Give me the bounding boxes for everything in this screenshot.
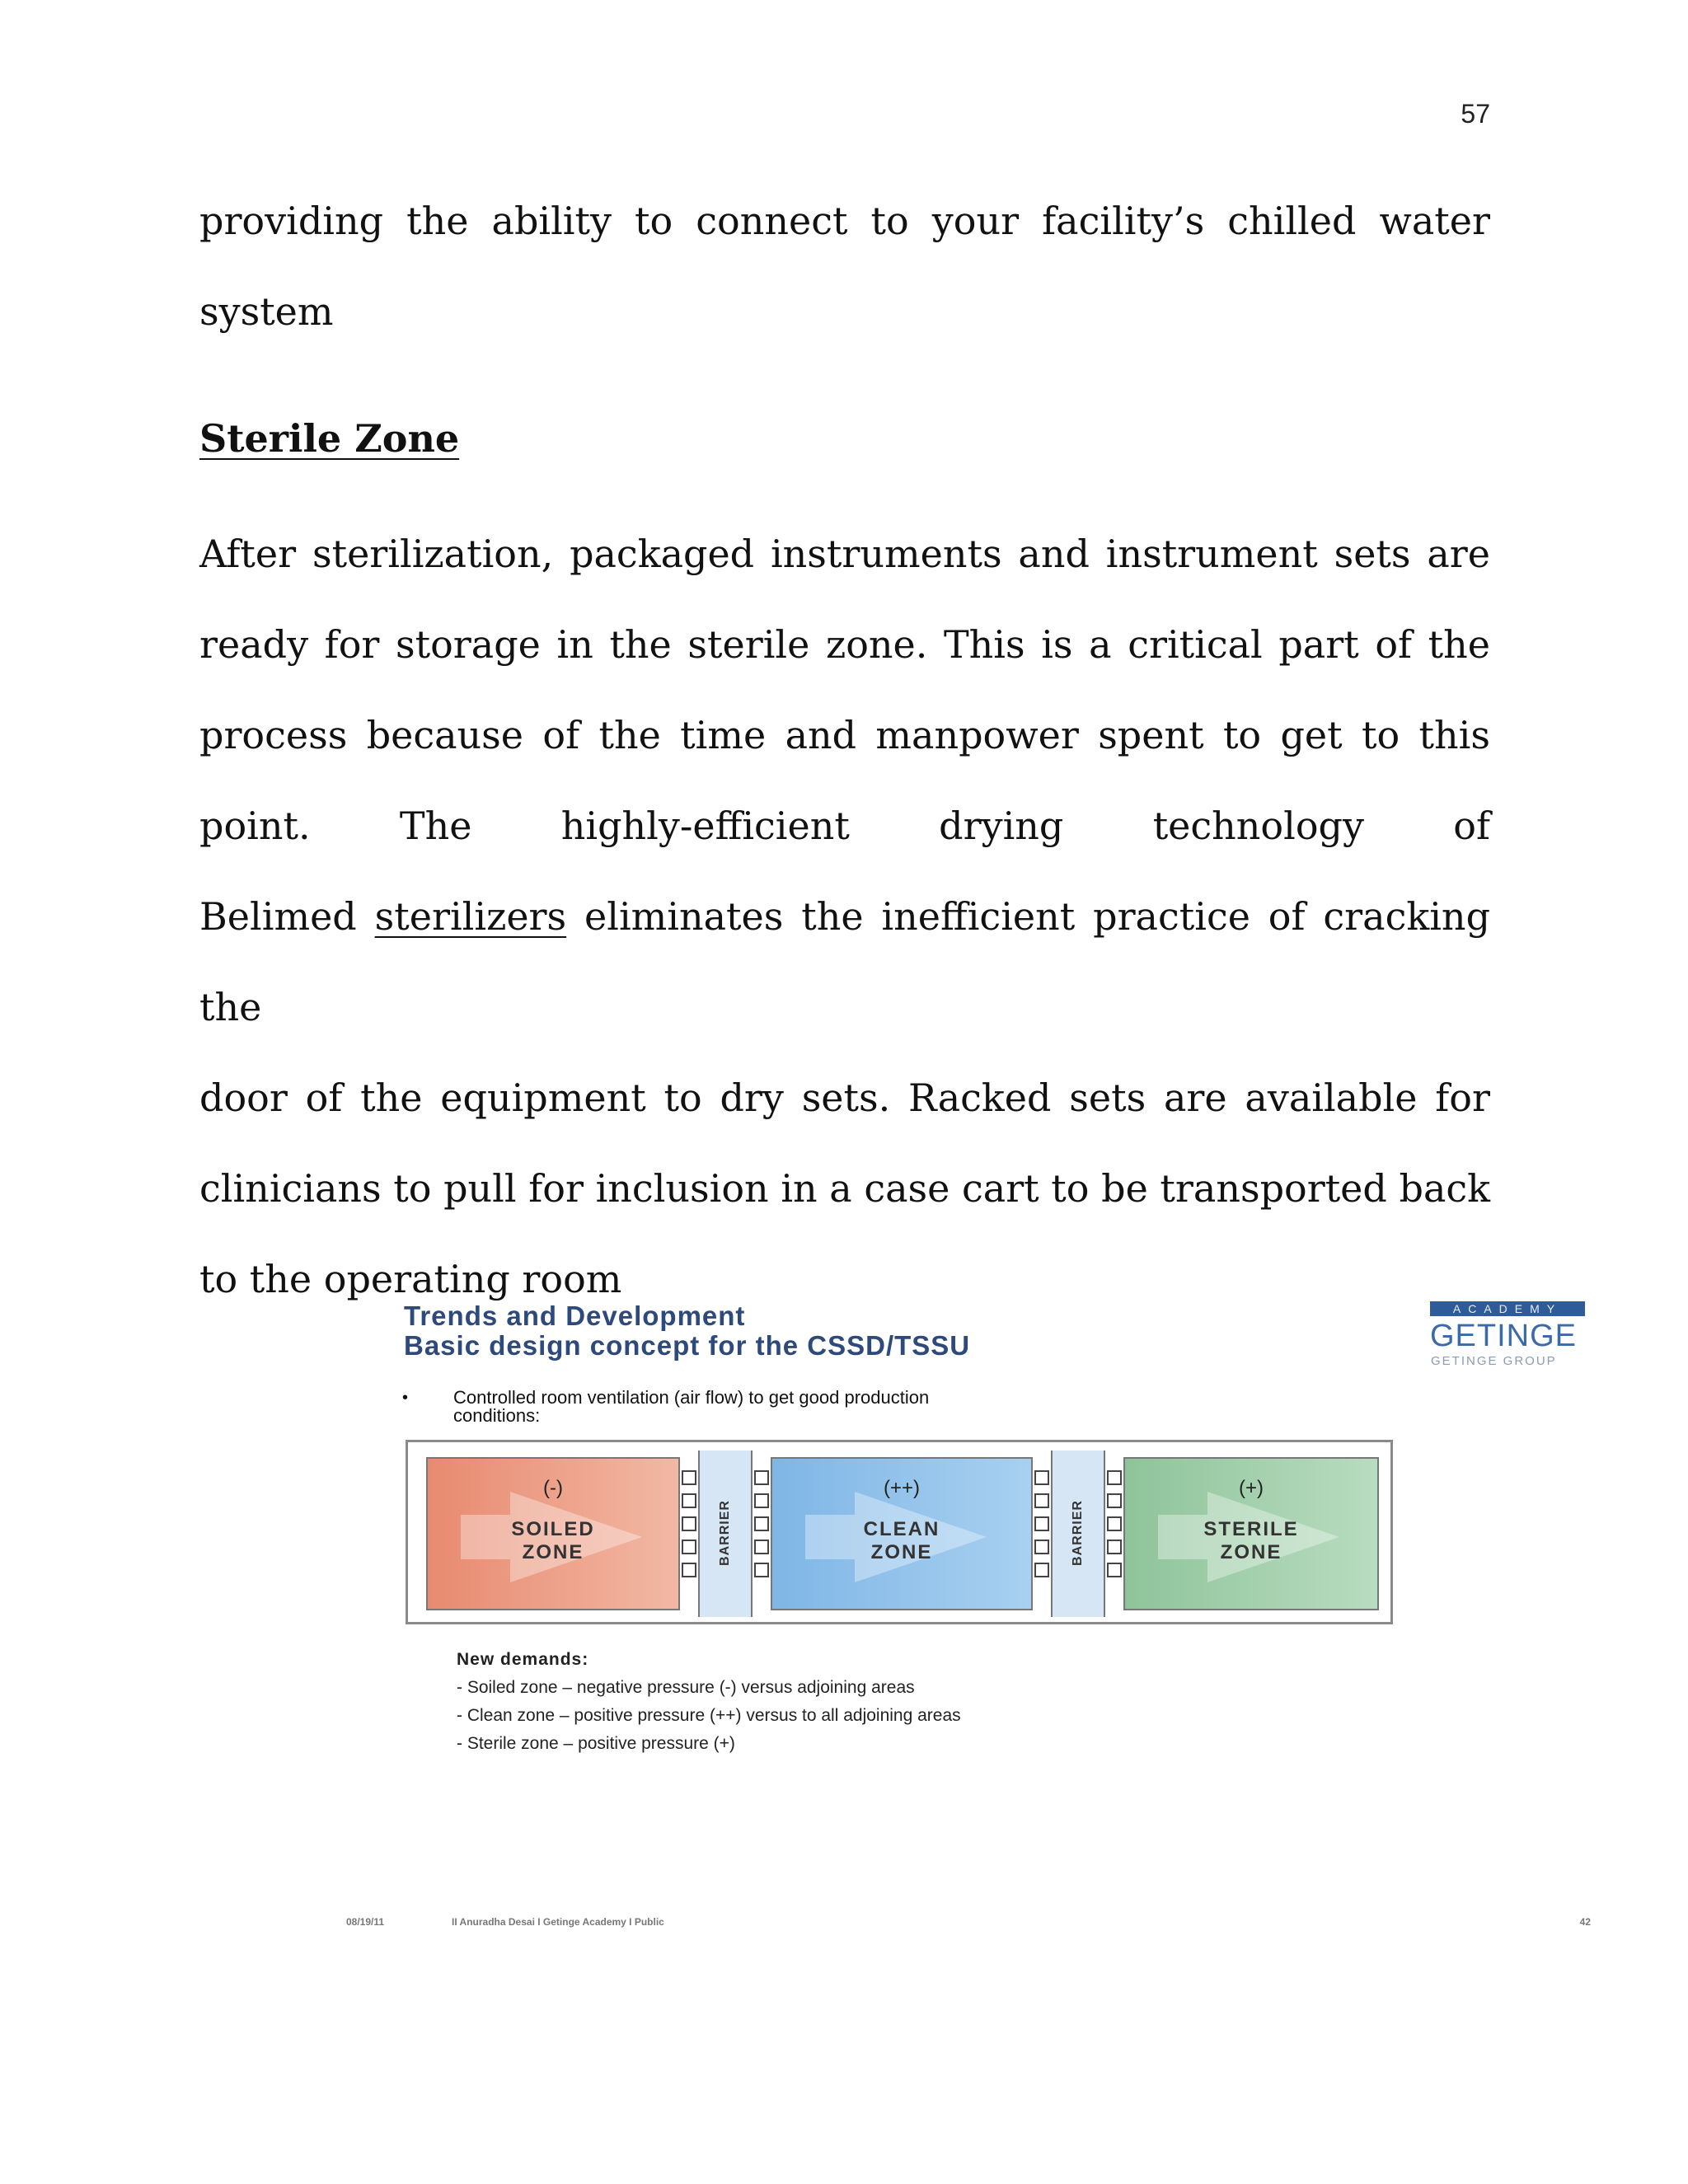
pressure-sign: (++) [883,1477,920,1499]
square-icon [1107,1516,1122,1531]
square-icon [1107,1563,1122,1577]
section-heading: Sterile Zone [199,416,460,461]
demands-title: New demands: [457,1650,589,1669]
logo-getinge-group: GETINGE GROUP [1431,1354,1557,1368]
text-line: to the operating room [199,1257,622,1301]
footer-credit: II Anuradha Desai I Getinge Academy I Public [452,1916,664,1928]
zone-label-line: STERILE [1203,1518,1299,1540]
barrier-label: BARRIER [1071,1500,1085,1566]
text-line: process because of the time and manpower spent to get to this [199,713,1490,757]
square-icon [754,1540,769,1554]
square-icon [1034,1493,1049,1508]
pressure-sign: (-) [543,1477,563,1499]
zone-label [772,1518,1031,1564]
square-icon [754,1516,769,1531]
bullet-text: Controlled room ventilation (air flow) to get good production conditions: [453,1387,930,1426]
page-number: 57 [1461,99,1490,129]
zones-diagram [406,1440,1393,1624]
barrier-right [1033,1451,1123,1617]
embedded-slide-figure [346,1282,1591,1953]
zone-label [1125,1518,1377,1564]
zone-label-line: ZONE [870,1541,933,1563]
zone-label [428,1518,678,1564]
demand-item: - Clean zone – positive pressure (++) versus to all adjoining areas [457,1706,961,1725]
square-icon [1034,1563,1049,1577]
logo-getinge: GETINGE [1430,1319,1578,1353]
text-line: door of the equipment to dry sets. Racked sets are available for [199,1076,1490,1120]
square-icon [1107,1493,1122,1508]
square-icon [682,1493,696,1508]
square-icon [1034,1470,1049,1485]
square-icon [754,1563,769,1577]
sterile-zone [1123,1457,1379,1610]
square-icon [682,1563,696,1577]
paragraph-intro: providing the ability to connect to your facility’s chilled water system [199,199,1490,334]
text-line [199,871,1490,1052]
zone-label-line: CLEAN [863,1518,940,1540]
square-icon [754,1470,769,1485]
barrier-label: BARRIER [718,1500,732,1566]
text-fragment: Belimed [199,894,357,939]
square-icon [1034,1516,1049,1531]
text-line: point. The highly-efficient drying technology of [199,804,1490,848]
square-icon [1034,1540,1049,1554]
barrier-left [680,1451,771,1617]
text-line: clinicians to pull for inclusion in a case cart to be transported back [199,1166,1490,1211]
text-line: ready for storage in the sterile zone. This is a critical part of the [199,622,1490,667]
paragraph-sterile-zone [199,509,1490,1324]
text-line: After sterilization, packaged instruments and instrument sets are [199,532,1490,576]
square-icon [682,1540,696,1554]
zone-label-line: ZONE [522,1541,584,1563]
slide-title-line: Trends and Development [404,1301,746,1331]
zone-label-line: ZONE [1220,1541,1282,1563]
square-icon [682,1516,696,1531]
square-icon [682,1470,696,1485]
pressure-sign: (+) [1239,1477,1264,1499]
clean-zone [771,1457,1033,1610]
footer-date: 08/19/11 [346,1916,385,1928]
demand-item: - Sterile zone – positive pressure (+) [457,1734,735,1753]
slide-title-line: Basic design concept for the CSSD/TSSU [404,1330,971,1361]
footer-slide-number: 42 [1579,1916,1591,1928]
text-fragment: eliminates the inefficient practice of cracking the [199,894,1491,1029]
new-demands-list [457,1651,1034,1763]
square-icon [1107,1540,1122,1554]
logo-academy-band: ACADEMY [1430,1301,1585,1316]
square-icon [754,1493,769,1508]
sterilizers-link[interactable]: sterilizers [374,894,567,939]
slide-title [404,1301,970,1361]
zone-label-line: SOILED [511,1518,595,1540]
soiled-zone [426,1457,680,1610]
demand-item: - Soiled zone – negative pressure (-) versus adjoining areas [457,1678,915,1697]
square-icon [1107,1470,1122,1485]
bullet-marker: • [402,1389,409,1407]
